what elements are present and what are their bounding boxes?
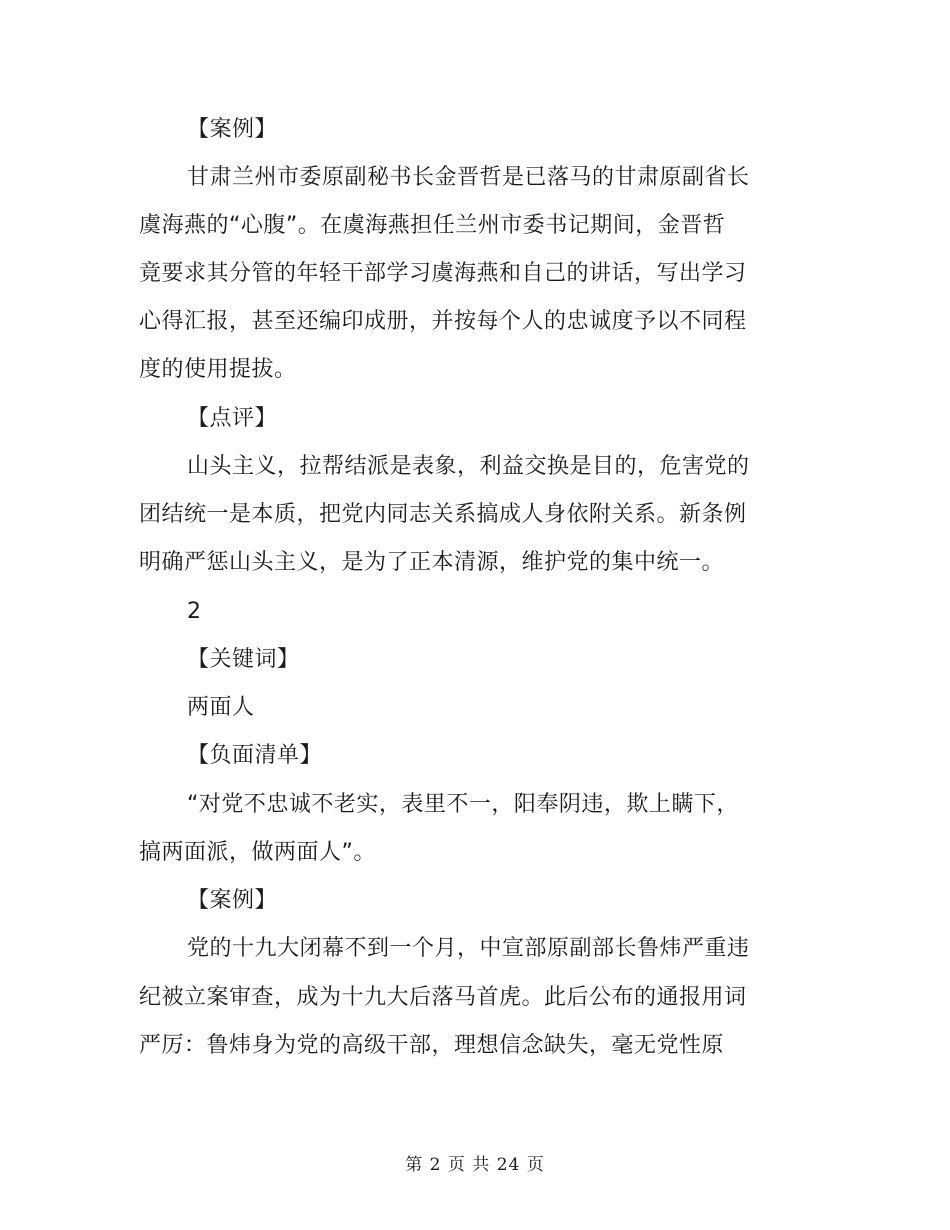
negative-list-line: “对党不忠诚不老实，表里不一，阳奉阴违，欺上瞒下， (187, 792, 739, 817)
comment-heading: 【点评】 (187, 406, 278, 431)
keyword-heading: 【关键词】 (187, 647, 300, 672)
negative-list-line: 搞两面派，做两面人”。 (139, 840, 376, 865)
comment-paragraph-line: 团结统一是本质，把党内同志关系搞成人身依附关系。新条例 (139, 502, 747, 527)
case-heading: 【案例】 (187, 117, 278, 142)
case-heading: 【案例】 (187, 888, 278, 913)
negative-list-heading: 【负面清单】 (187, 743, 323, 768)
comment-paragraph-line: 明确严惩山头主义，是为了正本清源，维护党的集中统一。 (139, 550, 725, 575)
case-paragraph-line: 心得汇报，甚至还编印成册，并按每个人的忠诚度予以不同程 (139, 309, 747, 334)
comment-paragraph-line: 山头主义，拉帮结派是表象，利益交换是目的，危害党的 (187, 454, 750, 479)
case-paragraph-line: 虞海燕的“心腹”。在虞海燕担任兰州市委书记期间，金晋哲 (139, 213, 726, 238)
case-paragraph-line: 党的十九大闭幕不到一个月，中宣部原副部长鲁炜严重违 (187, 936, 750, 961)
case-paragraph-line: 严厉：鲁炜身为党的高级干部，理想信念缺失，毫无党性原 (139, 1033, 725, 1058)
case-paragraph-line: 纪被立案审查，成为十九大后落马首虎。此后公布的通报用词 (139, 985, 747, 1010)
case-paragraph-line: 甘肃兰州市委原副秘书长金晋哲是已落马的甘肃原副省长 (187, 165, 750, 190)
case-paragraph-line: 度的使用提拔。 (139, 357, 297, 382)
case-paragraph-line: 竟要求其分管的年轻干部学习虞海燕和自己的讲话，写出学习 (139, 261, 747, 286)
keyword-text: 两面人 (187, 695, 255, 720)
page-number-footer: 第 2 页 共 24 页 (405, 1155, 545, 1175)
item-number: 2 (187, 599, 202, 624)
